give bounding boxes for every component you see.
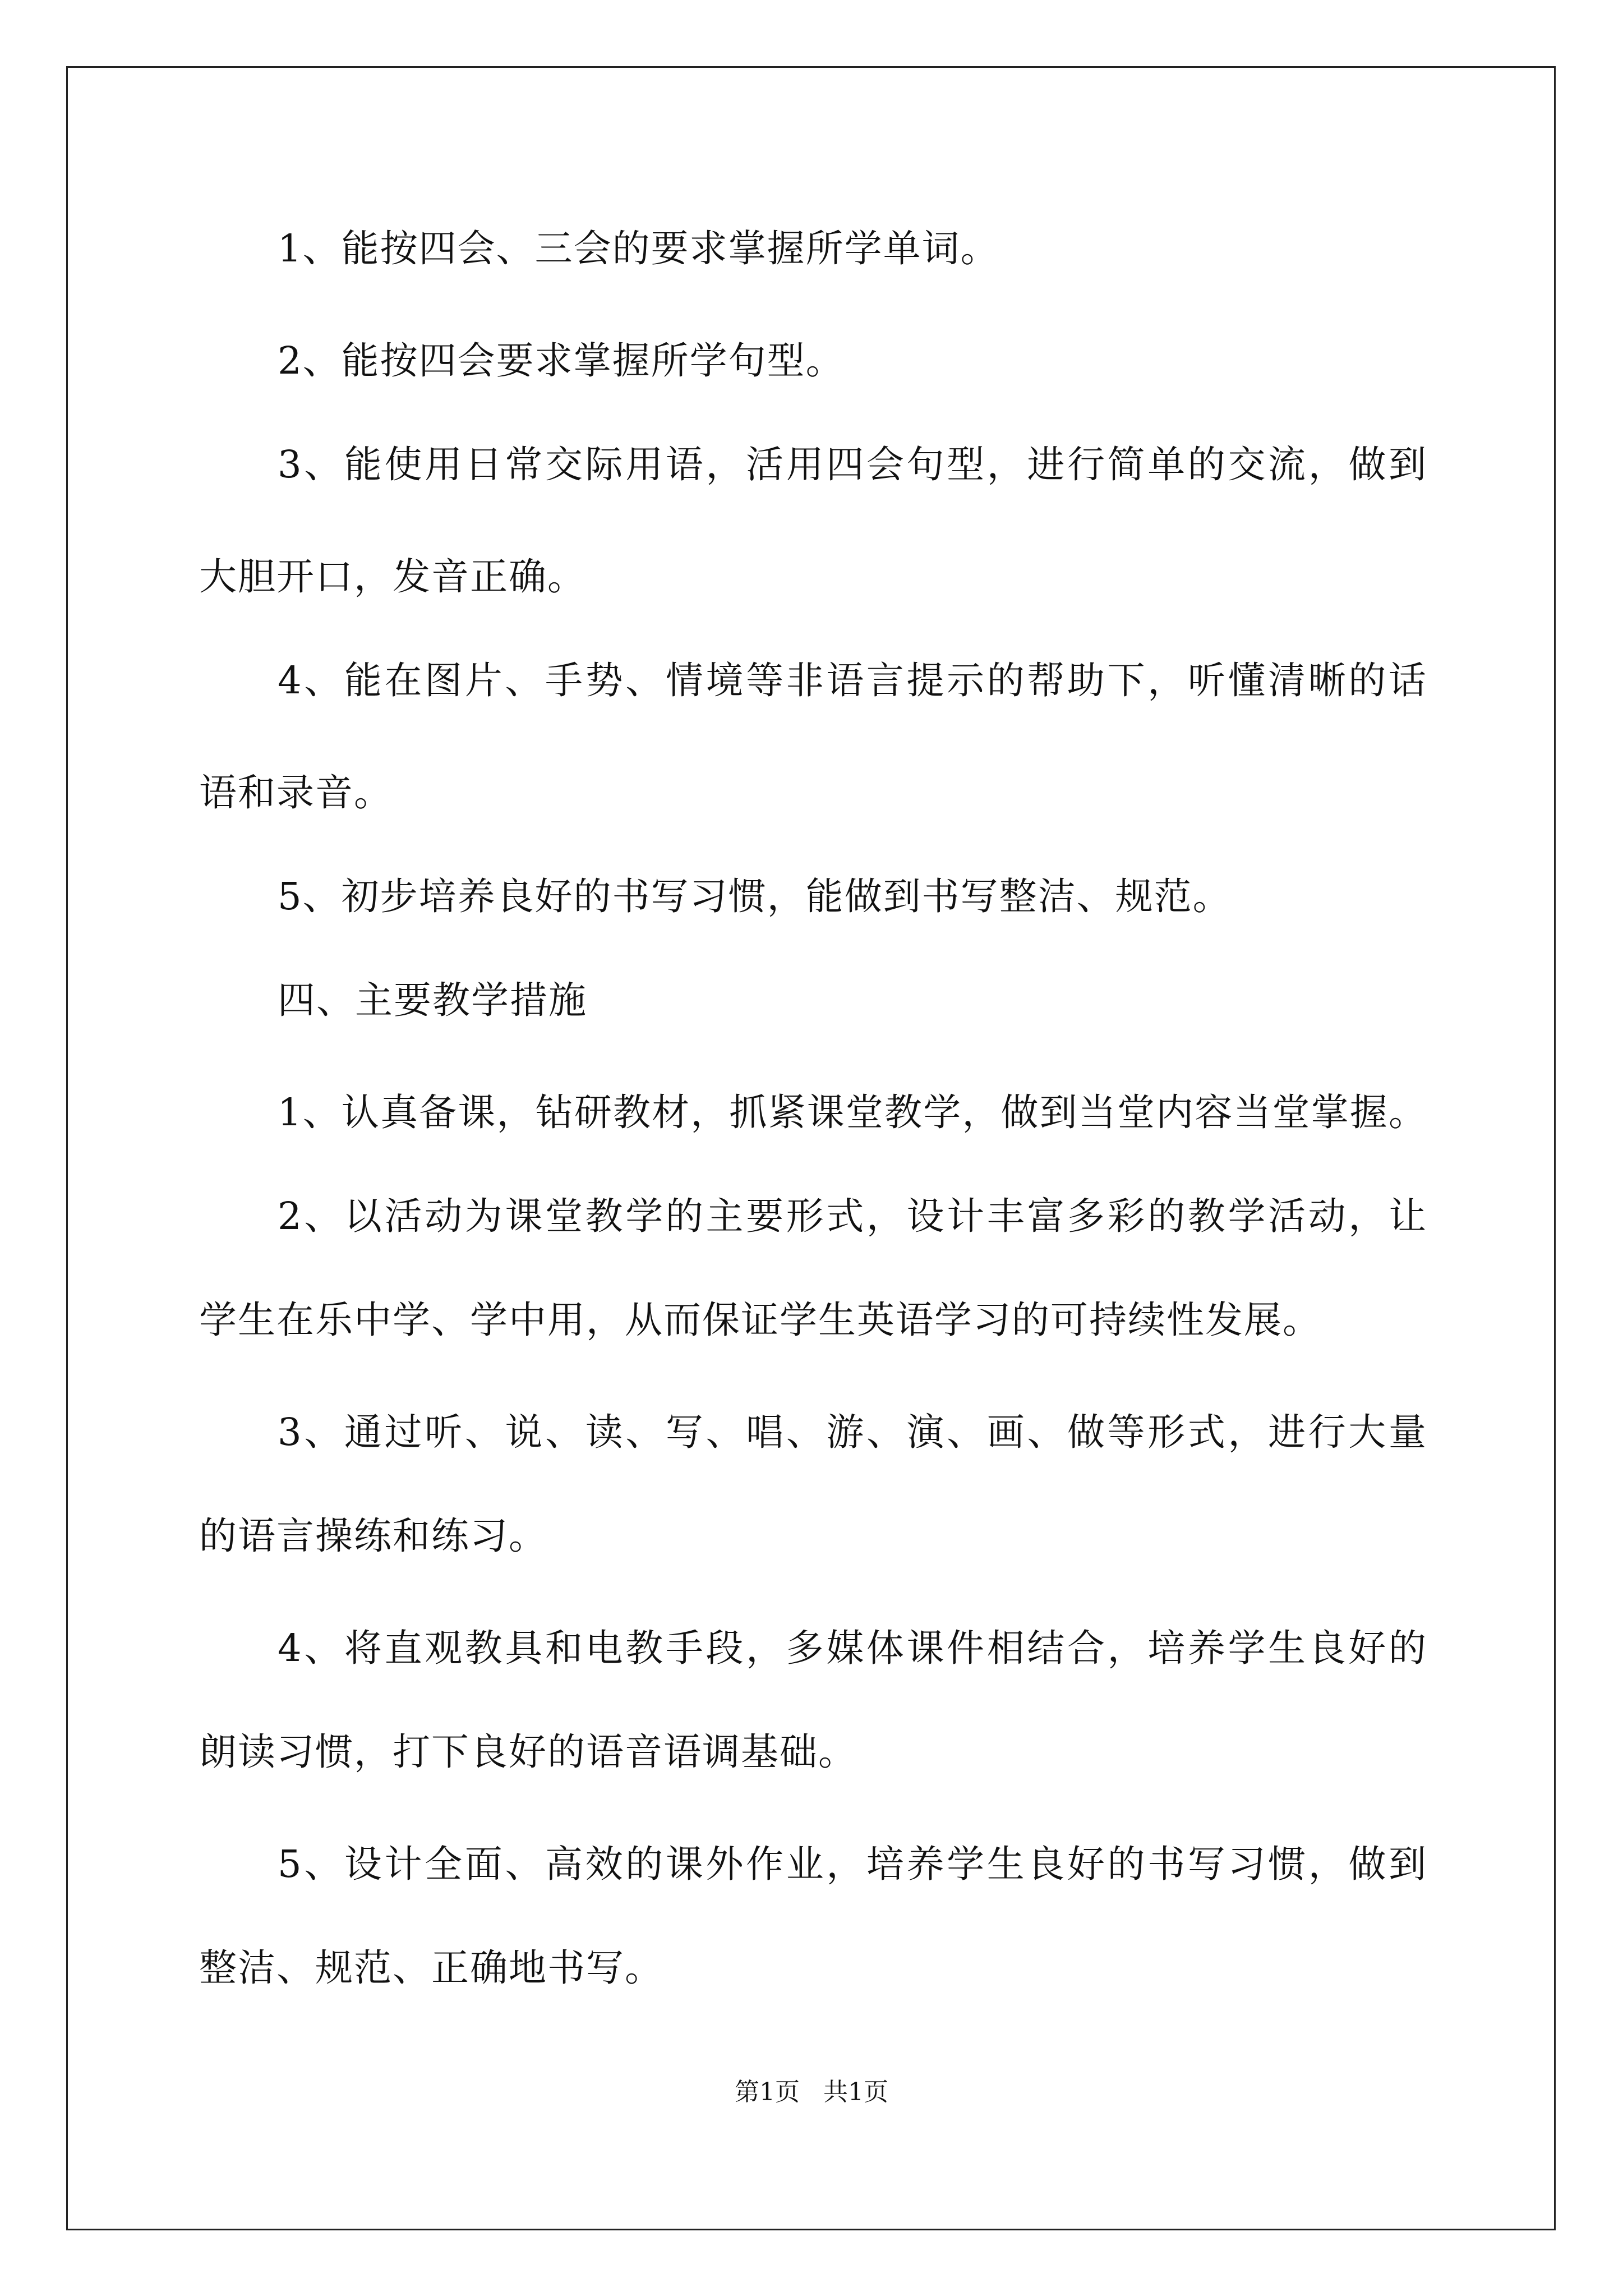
text-line: 4、将直观教具和电教手段，多媒体课件相结合，培养学生良好的 [278, 1626, 1427, 1670]
page-number: 第1页 [735, 2078, 800, 2106]
text-line: 朗读习惯，打下良好的语音语调基础。 [199, 1730, 857, 1774]
page-border [66, 66, 1556, 2230]
section-heading: 四、主要教学措施 [278, 978, 587, 1022]
text-line: 1、能按四会、三会的要求掌握所学单词。 [278, 227, 999, 270]
text-line: 3、能使用日常交际用语，活用四会句型，进行简单的交流，做到 [278, 443, 1427, 486]
text-line: 学生在乐中学、学中用，从而保证学生英语学习的可持续性发展。 [199, 1298, 1321, 1342]
text-line: 的语言操练和练习。 [199, 1514, 547, 1558]
text-line: 语和录音。 [199, 771, 393, 815]
text-line: 5、设计全面、高效的课外作业，培养学生良好的书写习惯，做到 [278, 1842, 1427, 1886]
text-line: 2、以活动为课堂教学的主要形式，设计丰富多彩的教学活动，让 [278, 1194, 1427, 1238]
text-line: 4、能在图片、手势、情境等非语言提示的帮助下，听懂清晰的话 [278, 659, 1427, 702]
text-line: 1、认真备课，钻研教材，抓紧课堂教学，做到当堂内容当堂掌握。 [278, 1091, 1427, 1134]
text-line: 2、能按四会要求掌握所学句型。 [278, 339, 845, 383]
page-footer [0, 2076, 1623, 2109]
page-total: 共1页 [823, 2078, 888, 2106]
text-line: 整洁、规范、正确地书写。 [199, 1946, 663, 1990]
text-line: 5、初步培养良好的书写习惯，能做到书写整洁、规范。 [278, 875, 1232, 918]
text-line: 大胆开口，发音正确。 [199, 555, 586, 599]
text-line: 3、通过听、说、读、写、唱、游、演、画、做等形式，进行大量 [278, 1410, 1427, 1454]
